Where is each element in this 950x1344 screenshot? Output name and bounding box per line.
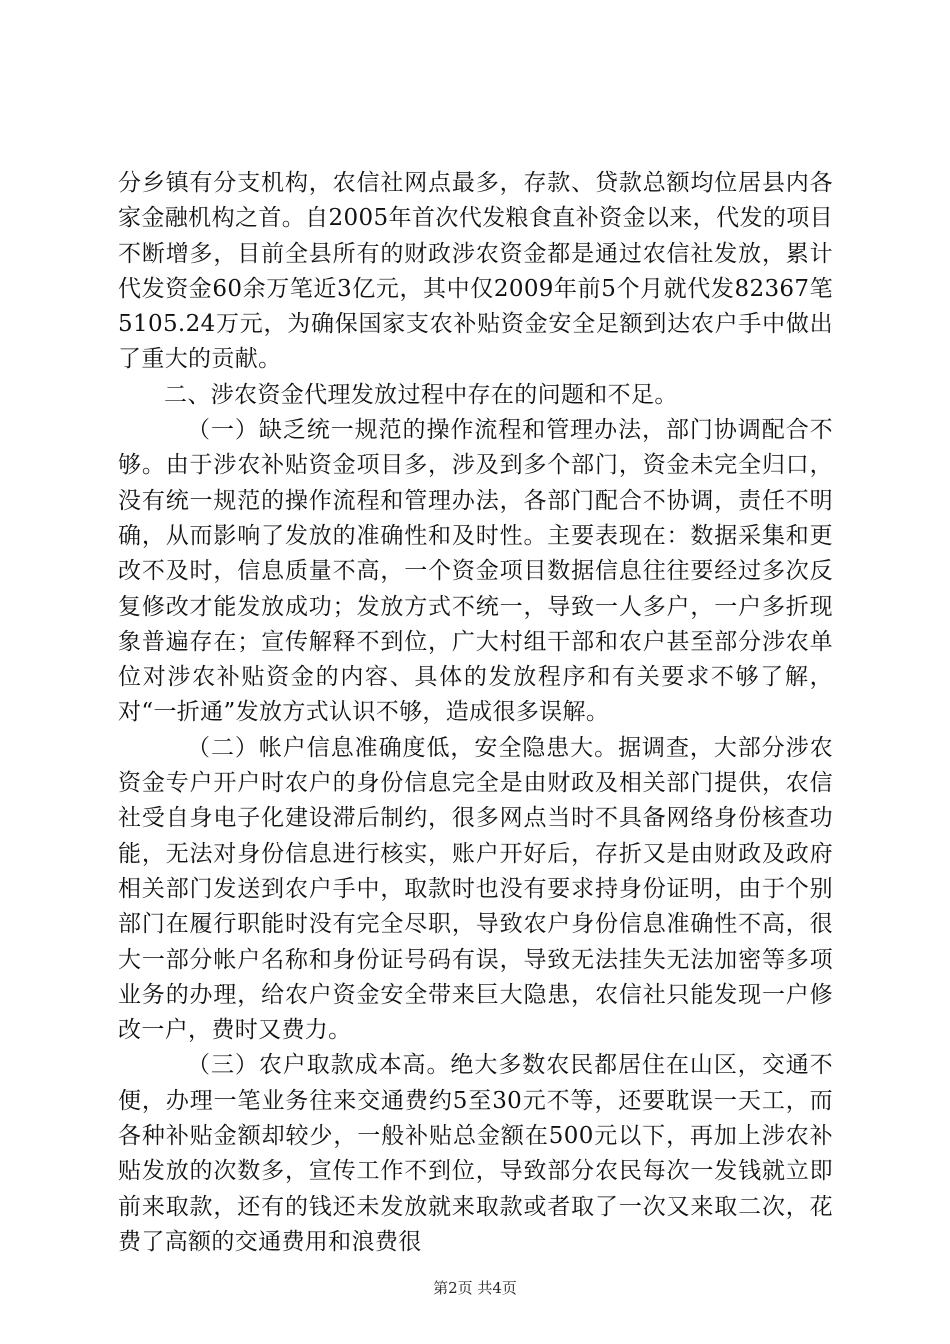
document-body bbox=[118, 166, 833, 1260]
paragraph-item-1: （一）缺乏统一规范的操作流程和管理办法，部门协调配合不够。由于涉农补贴资金项目多，涉及到多个部门，资金未完全归口，没有统一规范的操作流程和管理办法，各部门配合不协调，责任不明确，从而影响了发放的准确性和及时性。主要表现在：数据采集和更改不及时，信息质量不高，一个资金项目数据信息往往要经过多次反复修改才能发放成功；发放方式不统一，导致一人多户，一户多折现象普遍存在；宣传解释不到位，广大村组干部和农户甚至部分涉农单位对涉农补贴资金的内容、具体的发放程序和有关要求不够了解，对“一折通”发放方式认识不够，造成很多误解。 bbox=[118, 417, 833, 726]
paragraph-item-2: （二）帐户信息准确度低，安全隐患大。据调查，大部分涉农资金专户开户时农户的身份信息完全是由财政及相关部门提供，农信社受自身电子化建设滞后制约，很多网点当时不具备网络身份核查功能，无法对身份信息进行核实，账户开好后，存折又是由财政及政府相关部门发送到农户手中，取款时也没有要求持身份证明，由于个别部门在履行职能时没有完全尽职，导致农户身份信息准确性不高，很大一部分帐户名称和身份证号码有误，导致无法挂失无法加密等多项业务的办理，给农户资金安全带来巨大隐患，农信社只能发现一户修改一户，费时又费力。 bbox=[118, 734, 833, 1044]
section-heading-2: 二、涉农资金代理发放过程中存在的问题和不足。 bbox=[164, 381, 678, 408]
page-footer: 第2页 共4页 bbox=[433, 1279, 517, 1297]
paragraph-continuation: 分乡镇有分支机构，农信社网点最多，存款、贷款总额均位居县内各家金融机构之首。自2005年首次代发粮食直补资金以来，代发的项目不断增多，目前全县所有的财政涉农资金都是通过农信社发放，累计代发资金60余万笔近3亿元，其中仅2009年前5个月就代发82367笔5105.24万元，为确保国家支农补贴资金安全足额到达农户手中做出了重大的贡献。 bbox=[118, 170, 833, 373]
paragraph-item-3: （三）农户取款成本高。绝大多数农民都居住在山区，交通不便，办理一笔业务往来交通费约5至30元不等，还要耽误一天工，而各种补贴金额却较少，一般补贴总金额在500元以下，再加上涉农补贴发放的次数多，宣传工作不到位，导致部分农民每次一发钱就立即前来取款，还有的钱还未发放就来取款或者取了一次又来取二次，花费了高额的交通费用和浪费很 bbox=[118, 1052, 833, 1255]
